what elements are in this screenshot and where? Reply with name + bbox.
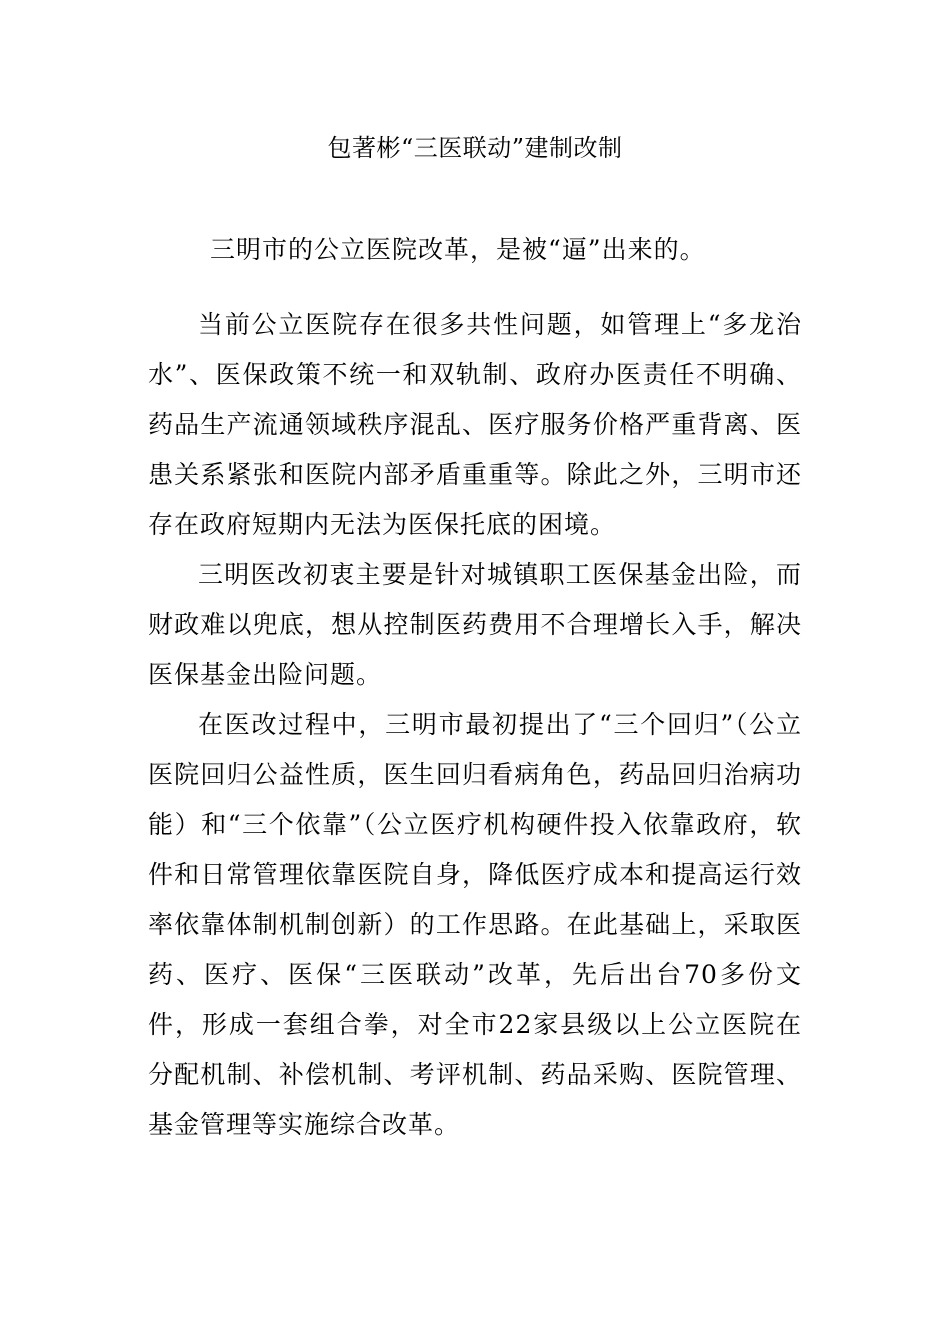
paragraph: 三明医改初衷主要是针对城镇职工医保基金出险，而财政难以兜底，想从控制医药费用不合理增长入手，解决医保基金出险问题。 <box>148 560 802 689</box>
paragraph: 当前公立医院存在很多共性问题，如管理上“多龙治水”、医保政策不统一和双轨制、政府办医责任不明确、药品生产流通领域秩序混乱、医疗服务价格严重背离、医患关系紧张和医院内部矛盾重重等。除此之外，三明市还存在政府短期内无法为医保托底的困境。 <box>148 310 802 539</box>
document-body <box>148 300 802 1150</box>
paragraph: 在医改过程中，三明市最初提出了“三个回归”（公立医院回归公益性质，医生回归看病角色，药品回归治病功能）和“三个依靠”（公立医疗机构硬件投入依靠政府，软件和日常管理依靠医院自身，降低医疗成本和提高运行效率依靠体制机制创新）的工作思路。在此基础上，采取医药、医疗、医保“三医联动”改革，先后出台70多份文件，形成一套组合拳，对全市22家县级以上公立医院在分配机制、补偿机制、考评机制、药品采购、医院管理、基金管理等实施综合改革。 <box>148 710 802 1139</box>
lead-sentence: 三明市的公立医院改革，是被“逼”出来的。 <box>210 235 706 264</box>
document-title: 包著彬“三医联动”建制改制 <box>327 134 623 162</box>
